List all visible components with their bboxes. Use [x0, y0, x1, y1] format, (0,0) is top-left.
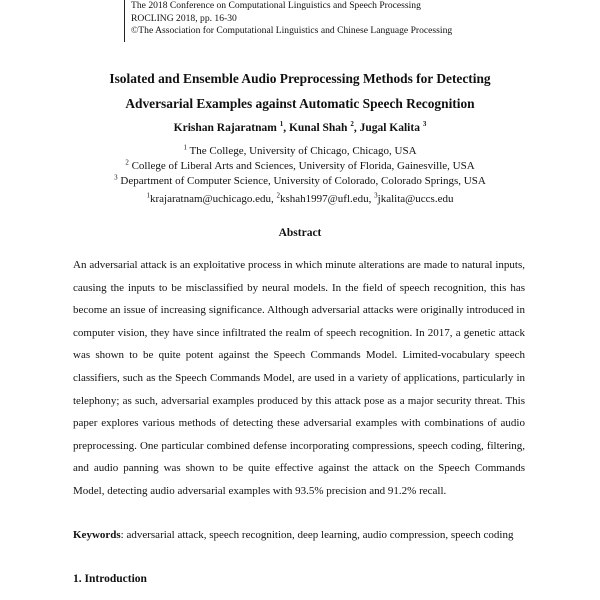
affiliation-line [0, 159, 600, 174]
section-heading-introduction: 1. Introduction [73, 573, 147, 585]
title-line-1: Isolated and Ensemble Audio Preprocessing Methods for Detecting [109, 71, 491, 86]
author-marker: 2 [350, 120, 354, 129]
author-name: Krishan Rajaratnam [173, 122, 277, 134]
affiliation-marker: 2 [125, 158, 129, 167]
affiliation-text: The College, University of Chicago, Chicago, USA [189, 145, 417, 157]
title-line-2: Adversarial Examples against Automatic Speech Recognition [125, 96, 475, 111]
author-emails [0, 193, 600, 205]
author-list: Krishan Rajaratnam $^1$, Kunal Shah $^2$, Jugal Kalita $^3$ [173, 120, 427, 134]
abstract-heading: Abstract [278, 227, 322, 239]
abstract-body: An adversarial attack is an exploitative process in which minute alterations are made to natural inputs, causing the inputs to be misclassified by neural models. In the field of speech recognition, this has become an issue of increasing significance. Although adversarial attacks were originally introduced in computer vision, they have since infiltrated the realm of speech recognition. In 2017, a genetic attack was shown to be quite potent against the Speech Commands Model. Limited-vocabulary speech classifiers, such as the Speech Commands Model, are used in a variety of applications, particularly in telephony; as such, adversarial examples produced by this attack pose as a major security threat. This paper explores various methods of detecting these adversarial examples with combinations of audio preprocessing. One particular combined defense incorporating compressions, speech coding, filtering, and audio panning was shown to be quite effective against the attack on the Speech Commands Model, detecting audio adversarial examples with 93.5% precision and 91.2% recall. [73, 259, 525, 497]
affiliation-text: College of Liberal Arts and Sciences, University of Florida, Gainesville, USA [131, 160, 475, 172]
affiliation-marker: 3 [114, 173, 118, 182]
header-line-conference: The 2018 Conference on Computational Linguistics and Speech Processing [131, 0, 421, 11]
author-name: Jugal Kalita [359, 122, 420, 134]
email-marker: 3 [374, 191, 378, 200]
header-line-copyright: ©The Association for Computational Linguistics and Chinese Language Processing [131, 25, 453, 36]
author-marker: 1 [279, 120, 284, 129]
keywords-label: Keywords [73, 529, 121, 541]
email-marker: 1 [146, 191, 151, 200]
affiliation-line [0, 174, 600, 189]
header-line-proceedings: ROCLING 2018, pp. 16-30 [131, 12, 237, 24]
affiliation-line [0, 144, 600, 159]
keywords [73, 524, 525, 546]
conference-header [124, 0, 544, 42]
paper-title [0, 66, 600, 116]
affiliation-marker: 1 [183, 143, 187, 152]
affiliations [0, 144, 600, 189]
email-marker: 2 [276, 191, 281, 200]
keywords-text: : adversarial attack, speech recognition, deep learning, audio compression, speech coding [120, 529, 514, 541]
author-marker: 3 [422, 120, 427, 129]
email-text: jkalita@uccs.edu [377, 193, 454, 205]
email-text: krajaratnam@uchicago.edu, [150, 193, 274, 205]
email-text: kshah1997@ufl.edu, [280, 193, 372, 205]
author-name: Kunal Shah [288, 122, 348, 134]
affiliation-text: Department of Computer Science, University of Colorado, Colorado Springs, USA [120, 175, 486, 187]
